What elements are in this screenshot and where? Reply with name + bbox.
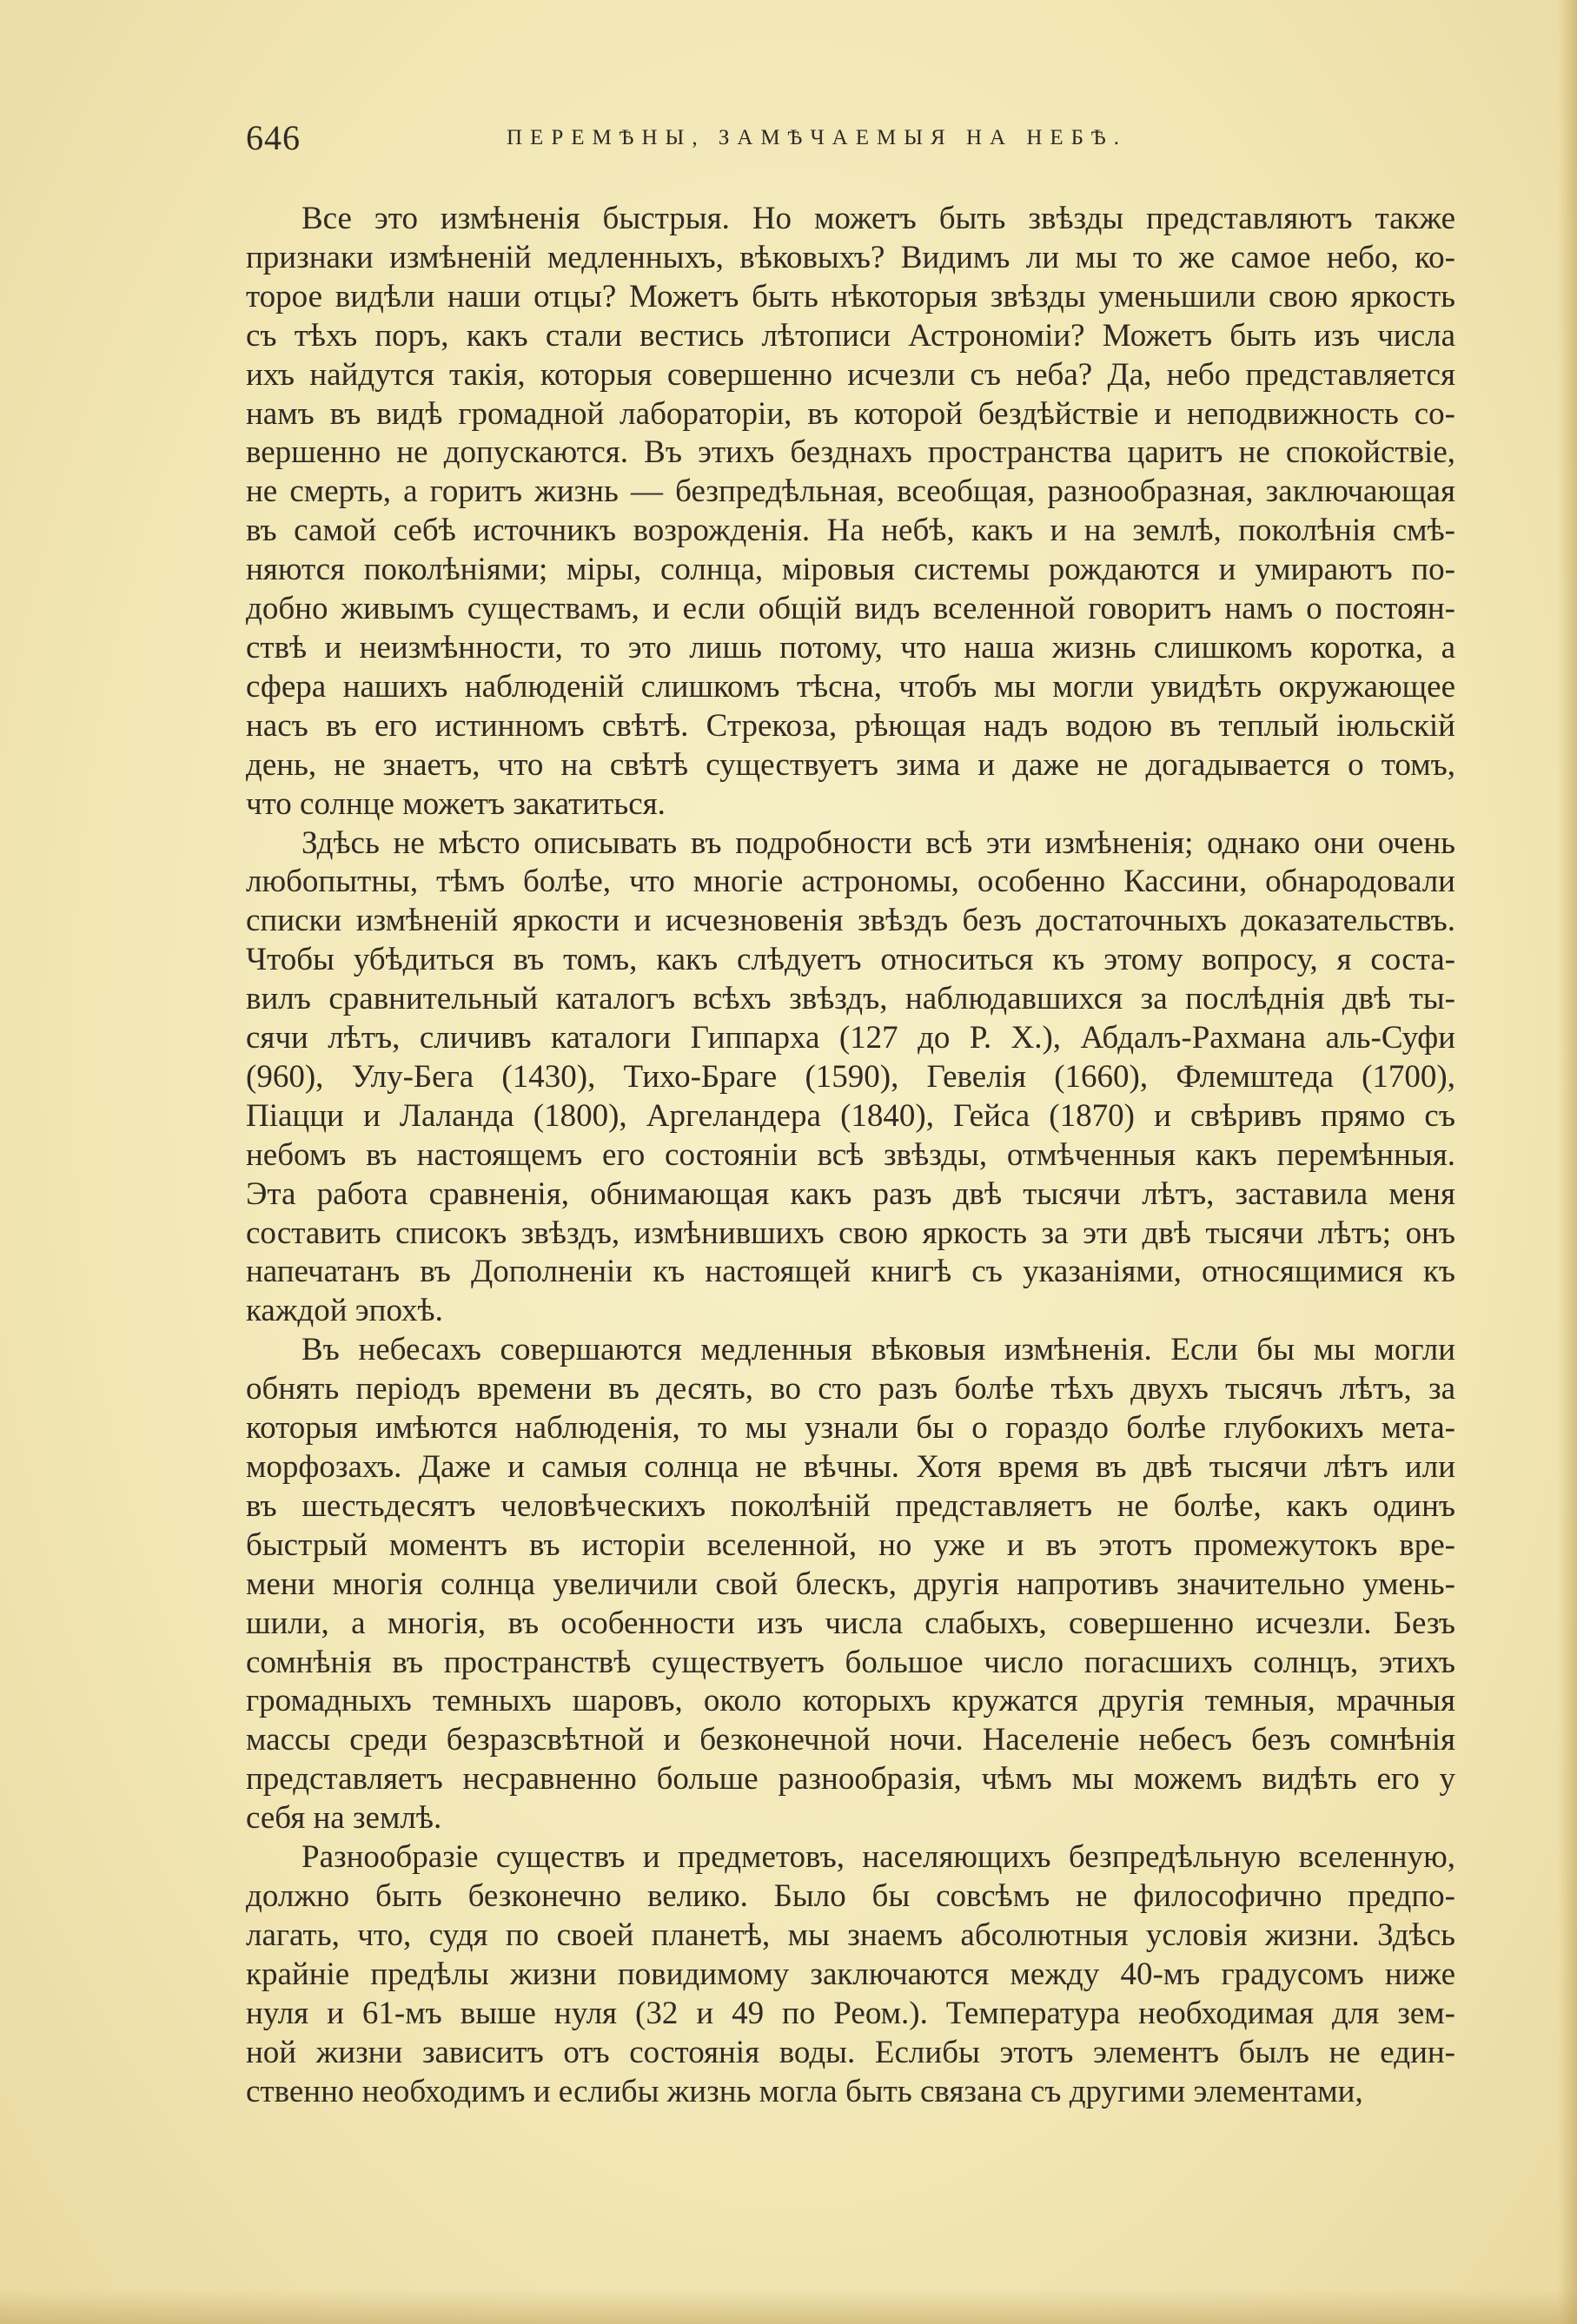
running-head: ПЕРЕМѢНЫ, ЗАМѢЧАЕМЫЯ НА НЕБѢ. [507, 126, 1128, 149]
paragraph [246, 200, 1455, 824]
text-line: съ тѣхъ поръ, какъ стали вестись лѣтописи Астрономіи? Можетъ быть изъ числа [246, 317, 1455, 354]
text-line: массы среди безразсвѣтной и безконечной ночи. Населеніе небесъ безъ сомнѣнія [246, 1722, 1455, 1758]
text-line: морфозахъ. Даже и самыя солнца не вѣчны. Хотя время въ двѣ тысячи лѣтъ или [246, 1449, 1455, 1485]
text-line: насъ въ его истинномъ свѣтѣ. Стрекоза, рѣющая надъ водою въ теплый іюльскій [246, 707, 1455, 744]
text-line: торое видѣли наши отцы? Можетъ быть нѣкоторыя звѣзды уменьшили свою яркость [246, 278, 1455, 315]
text-line: (960), Улу-Бега (1430), Тихо-Браге (1590), Гевелія (1660), Флемштеда (1700), [246, 1058, 1455, 1095]
text-line: что солнце можетъ закатиться. [246, 785, 666, 822]
text-line: Здѣсь не мѣсто описывать въ подробности всѣ эти измѣненія; однако они очень [301, 824, 1455, 861]
text-line: вершенно не допускаются. Въ этихъ безднахъ пространства царитъ не спокойствіе, [246, 434, 1455, 471]
text-line: себя на землѣ. [246, 1800, 442, 1837]
text-line: любопытны, тѣмъ болѣе, что многіе астрономы, особенно Кассини, обнародовали [246, 864, 1455, 900]
text-line: не смерть, а горитъ жизнь — безпредѣльная, всеобщая, разнообразная, заключающая [246, 473, 1455, 510]
text-line: крайніе предѣлы жизни повидимому заключаются между 40-мъ градусомъ ниже [246, 1956, 1455, 1992]
text-line: сомнѣнія въ пространствѣ существуетъ большое число погасшихъ солнцъ, этихъ [246, 1644, 1455, 1680]
text-line: мени многія солнца увеличили свой блескъ, другія напротивъ значительно умень- [246, 1566, 1455, 1602]
text-line: въ шестьдесятъ человѣческихъ поколѣній представляетъ не болѣе, какъ одинъ [246, 1487, 1455, 1524]
text-line: напечатанъ въ Дополненіи къ настоящей книгѣ съ указаніями, относящимися къ [246, 1254, 1455, 1290]
text-line: каждой эпохѣ. [246, 1293, 443, 1329]
text-line: должно быть безконечно велико. Было бы совсѣмъ не философично предпо- [246, 1877, 1455, 1914]
page-edge-shadow [1558, 0, 1577, 2324]
paragraph [246, 1331, 1455, 1838]
text-line: громадныхъ темныхъ шаровъ, около которыхъ кружатся другія темныя, мрачныя [246, 1683, 1455, 1719]
text-line: небомъ въ настоящемъ его состояніи всѣ звѣзды, отмѣченныя какъ перемѣнныя. [246, 1136, 1455, 1173]
text-line: добно живымъ существамъ, и если общій видъ вселенной говоритъ намъ о постоян- [246, 591, 1455, 627]
text-line: намъ въ видѣ громадной лабораторіи, въ которой бездѣйствіе и неподвижность со- [246, 395, 1455, 432]
text-line: составить списокъ звѣздъ, измѣнившихъ свою яркость за эти двѣ тысячи лѣтъ; онъ [246, 1215, 1455, 1251]
text-line: Разнообразіе существъ и предметовъ, населяющихъ безпредѣльную вселенную, [301, 1839, 1455, 1876]
text-line: лагать, что, судя по своей планетѣ, мы знаемъ абсолютныя условія жизни. Здѣсь [246, 1917, 1455, 1953]
text-line: Эта работа сравненія, обнимающая какъ разъ двѣ тысячи лѣтъ, заставила меня [246, 1175, 1455, 1212]
text-line: Піацци и Лаланда (1800), Аргеландера (1840), Гейса (1870) и свѣривъ прямо съ [246, 1097, 1455, 1134]
text-line: Чтобы убѣдиться въ томъ, какъ слѣдуетъ относиться къ этому вопросу, я соста- [246, 942, 1455, 978]
text-line: представляетъ несравненно больше разнообразія, чѣмъ мы можемъ видѣть его у [246, 1761, 1455, 1798]
paragraph [246, 824, 1455, 1332]
text-line: шили, а многія, въ особенности изъ числа слабыхъ, совершенно исчезли. Безъ [246, 1605, 1455, 1641]
text-line: ихъ найдутся такія, которыя совершенно исчезли съ неба? Да, небо представляется [246, 356, 1455, 393]
body-text [246, 200, 1455, 2111]
text-line: сячи лѣтъ, сличивъ каталоги Гиппарха (127 до Р. Х.), Абдалъ-Рахмана аль-Суфи [246, 1020, 1455, 1056]
text-line: нуля и 61-мъ выше нуля (32 и 49 по Реом.). Температура необходимая для зем- [246, 1995, 1455, 2031]
text-line: ствѣ и неизмѣнности, то это лишь потому, что наша жизнь слишкомъ коротка, а [246, 629, 1455, 665]
text-line: вилъ сравнительный каталогъ всѣхъ звѣздъ, наблюдавшихся за послѣднія двѣ ты- [246, 981, 1455, 1017]
text-line: день, не знаетъ, что на свѣтѣ существуетъ зима и даже не догадывается о томъ, [246, 746, 1455, 783]
text-line: ственно необходимъ и еслибы жизнь могла быть связана съ другими элементами, [246, 2073, 1363, 2109]
paragraph [246, 1838, 1455, 2111]
text-line: ной жизни зависитъ отъ состоянія воды. Еслибы этотъ элементъ былъ не един- [246, 2034, 1455, 2070]
page-bottom-shadow [0, 2289, 1577, 2324]
text-line: которыя имѣются наблюденія, то мы узнали бы о гораздо болѣе глубокихъ мета- [246, 1410, 1455, 1447]
text-line: обнять періодъ времени въ десять, во сто разъ болѣе тѣхъ двухъ тысячъ лѣтъ, за [246, 1371, 1455, 1407]
text-line: сфера нашихъ наблюденій слишкомъ тѣсна, чтобъ мы могли увидѣть окружающее [246, 668, 1455, 705]
text-line: Все это измѣненія быстрыя. Но можетъ быть звѣзды представляютъ также [301, 201, 1455, 236]
text-line: няются поколѣніями; міры, солнца, міровыя системы рождаются и умираютъ по- [246, 552, 1455, 588]
text-line: признаки измѣненій медленныхъ, вѣковыхъ? Видимъ ли мы то же самое небо, ко- [246, 239, 1455, 275]
page-header [246, 117, 1462, 169]
page-number: 646 [246, 118, 301, 157]
text-line: Въ небесахъ совершаются медленныя вѣковыя измѣненія. Если бы мы могли [301, 1332, 1455, 1368]
text-line: списки измѣненій яркости и исчезновенія звѣздъ безъ достаточныхъ доказательствъ. [246, 903, 1455, 939]
text-line: быстрый моментъ въ исторіи вселенной, но уже и въ этотъ промежутокъ вре- [246, 1526, 1455, 1563]
text-line: въ самой себѣ источникъ возрожденія. На небѣ, какъ и на землѣ, поколѣнія смѣ- [246, 513, 1455, 549]
